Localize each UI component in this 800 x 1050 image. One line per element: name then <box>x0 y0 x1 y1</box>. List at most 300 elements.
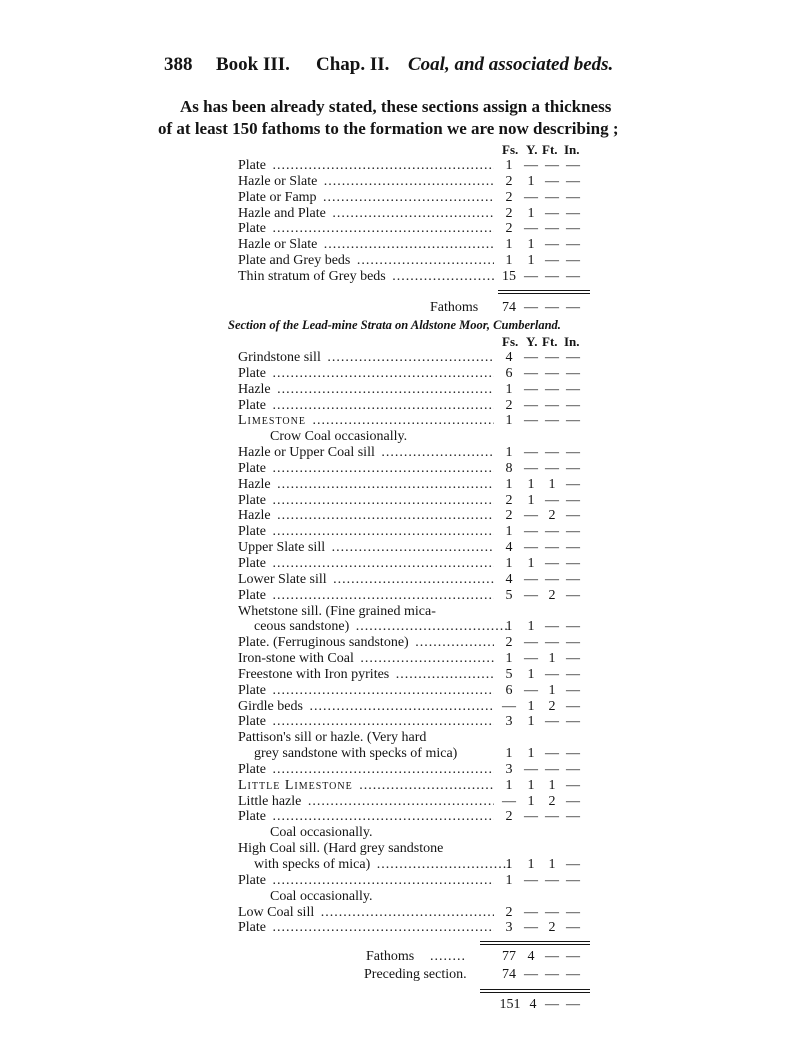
cell-fs: 1 <box>505 253 513 269</box>
cell-in: — <box>566 920 580 936</box>
grand-total-fs: 151 <box>499 997 521 1013</box>
stratum-row <box>238 841 600 857</box>
grand-total-y: 4 <box>529 997 537 1013</box>
stratum-label <box>238 572 494 588</box>
col-fs: Fs. <box>502 142 519 157</box>
section-title: Section of the Lead-mine Strata on Aldstone Moor, Cumberland. <box>228 318 561 332</box>
cell-y: 1 <box>527 253 535 269</box>
cell-in: — <box>566 268 580 284</box>
note-row <box>238 825 600 841</box>
stratum-label <box>238 382 494 398</box>
stratum-row <box>238 809 600 825</box>
cell-ft: — <box>545 714 559 730</box>
cell-ft: 2 <box>548 793 556 809</box>
stratum-label <box>238 635 494 651</box>
stratum-label <box>238 588 494 604</box>
cell-ft: — <box>545 904 559 920</box>
cell-fs: 1 <box>505 476 513 492</box>
cell-ft: — <box>545 189 559 205</box>
cell-ft: — <box>545 253 559 269</box>
stratum-label <box>238 920 494 936</box>
stratum-row <box>238 794 600 810</box>
stratum-label <box>238 237 494 253</box>
stratum-label <box>238 778 494 794</box>
stratum-name: Lower Slate sill <box>238 571 327 587</box>
cell-in: — <box>566 857 580 872</box>
book-label: Book III. <box>216 54 290 75</box>
stratum-label <box>238 794 494 810</box>
stratum-name: High Coal sill. (Hard grey sandstone <box>238 841 444 857</box>
cell-y: 1 <box>527 793 535 809</box>
cell-in: — <box>566 651 580 667</box>
stratum-name: Plate and Grey beds <box>238 253 351 269</box>
intro-paragraph <box>158 96 678 140</box>
cell-y: 1 <box>527 619 535 635</box>
stratum-label <box>238 524 494 540</box>
cell-fs: 4 <box>505 350 513 365</box>
cell-y: 1 <box>527 237 535 253</box>
cell-fs: 2 <box>505 189 513 205</box>
cell-in: — <box>566 158 580 173</box>
stratum-row <box>238 524 600 540</box>
stratum-row <box>238 221 600 237</box>
cell-ft: — <box>545 872 559 888</box>
stratum-name: Plate <box>238 587 266 603</box>
cell-ft: 1 <box>548 857 556 872</box>
stratum-name: Plate <box>238 920 266 936</box>
cell-in: — <box>566 746 580 762</box>
cell-fs: — <box>502 698 516 714</box>
cell-ft: 2 <box>548 920 556 936</box>
cell-in: — <box>566 221 580 237</box>
cell-fs: 1 <box>505 857 513 872</box>
cell-y: — <box>524 904 538 920</box>
total-in: — <box>566 299 580 315</box>
stratum-name: Coal occasionally. <box>270 888 373 904</box>
stratum-name: Hazle or Slate <box>238 237 318 253</box>
col-y: Y. <box>526 142 538 157</box>
cell-fs: 2 <box>505 508 513 524</box>
total-rule <box>498 290 590 291</box>
stratum-row <box>238 398 600 414</box>
cell-in: — <box>566 365 580 381</box>
preceding-y: — <box>524 967 538 983</box>
cell-in: — <box>566 189 580 205</box>
cell-in: — <box>566 793 580 809</box>
cell-fs: 5 <box>505 587 513 603</box>
cell-ft: — <box>545 205 559 221</box>
cell-ft: — <box>545 413 559 429</box>
cell-in: — <box>566 413 580 429</box>
cell-y: — <box>524 587 538 603</box>
cell-in: — <box>566 872 580 888</box>
cell-in: — <box>566 476 580 492</box>
intro-line-2: of at least 150 fathoms to the formation we are now describing ; <box>158 119 619 138</box>
cell-fs: 1 <box>505 413 513 429</box>
cell-y: — <box>524 350 538 365</box>
chapter-label: Chap. II. <box>316 54 390 75</box>
column-headers <box>238 142 600 158</box>
cell-y: 1 <box>527 698 535 714</box>
stratum-name: Plate <box>238 158 266 173</box>
stratum-label <box>254 857 510 873</box>
total-label: Fathoms <box>430 299 479 315</box>
cell-in: — <box>566 492 580 508</box>
stratum-name: Crow Coal occasionally. <box>270 429 408 445</box>
stratum-name: Plate. (Ferruginous sandstone) <box>238 635 409 651</box>
stratum-row <box>238 190 600 206</box>
stratum-label <box>238 699 494 715</box>
cell-fs: 8 <box>505 460 513 476</box>
total-rule-area <box>238 936 600 948</box>
cell-ft: — <box>545 619 559 635</box>
stratum-row <box>238 445 600 461</box>
stratum-row <box>238 508 600 524</box>
stratum-label <box>270 825 526 841</box>
grand-total-rule <box>480 989 590 990</box>
cell-y: 1 <box>527 777 535 793</box>
stratum-row <box>238 905 600 921</box>
cell-in: — <box>566 445 580 461</box>
cell-in: — <box>566 698 580 714</box>
cell-in: — <box>566 777 580 793</box>
cell-in: — <box>566 809 580 825</box>
stratum-name: Plate <box>238 682 266 698</box>
stratum-name: Coal occasionally. <box>270 825 373 841</box>
cell-y: 1 <box>527 857 535 872</box>
cell-y: — <box>524 268 538 284</box>
col-in: In. <box>564 142 580 157</box>
total-in: — <box>566 949 580 965</box>
stratum-label <box>238 762 494 778</box>
cell-ft: 2 <box>548 508 556 524</box>
cell-in: — <box>566 555 580 571</box>
stratum-name: Plate <box>238 221 266 237</box>
stratum-name: Upper Slate sill <box>238 540 326 556</box>
note-row <box>238 889 600 905</box>
stratum-row <box>238 714 600 730</box>
stratum-name: Plate or Famp <box>238 189 317 205</box>
cell-in: — <box>566 205 580 221</box>
cell-fs: 1 <box>505 381 513 397</box>
cell-in: — <box>566 381 580 397</box>
running-header <box>164 54 644 76</box>
cell-y: — <box>524 540 538 556</box>
stratum-row <box>238 158 600 174</box>
cell-ft: — <box>545 173 559 189</box>
preceding-ft: — <box>545 967 559 983</box>
cell-y: — <box>524 872 538 888</box>
col-fs: Fs. <box>502 334 519 349</box>
stratum-row <box>238 206 600 222</box>
cell-ft: — <box>545 381 559 397</box>
total-label: Fathoms <box>366 949 415 965</box>
table-2-total-row <box>238 948 600 966</box>
cell-fs: 4 <box>505 540 513 556</box>
cell-ft: — <box>545 221 559 237</box>
stratum-row <box>238 699 600 715</box>
stratum-label <box>238 366 494 382</box>
stratum-row <box>238 253 600 269</box>
cell-in: — <box>566 571 580 587</box>
cell-fs: 6 <box>505 682 513 698</box>
stratum-row <box>238 572 600 588</box>
cell-ft: — <box>545 809 559 825</box>
cell-in: — <box>566 540 580 556</box>
cell-in: — <box>566 619 580 635</box>
stratum-name: Grindstone sill <box>238 350 321 365</box>
cell-fs: 2 <box>505 809 513 825</box>
stratum-label <box>238 445 494 461</box>
cell-fs: 1 <box>505 445 513 461</box>
cell-ft: — <box>545 158 559 173</box>
stratum-label <box>238 683 494 699</box>
cell-fs: 2 <box>505 173 513 189</box>
cell-ft: — <box>545 524 559 540</box>
stratum-row <box>238 237 600 253</box>
cell-in: — <box>566 508 580 524</box>
cell-ft: 1 <box>548 476 556 492</box>
stratum-name: Limestone <box>238 413 306 429</box>
stratum-label <box>238 221 494 237</box>
stratum-name: Girdle beds <box>238 698 303 714</box>
cell-in: — <box>566 460 580 476</box>
cell-y: — <box>524 381 538 397</box>
cell-in: — <box>566 397 580 413</box>
total-rule <box>480 941 590 942</box>
cell-fs: 2 <box>505 635 513 651</box>
stratum-label <box>238 714 494 730</box>
stratum-row <box>238 604 600 620</box>
cell-in: — <box>566 761 580 777</box>
cell-y: — <box>524 920 538 936</box>
cell-fs: 3 <box>505 761 513 777</box>
cell-ft: — <box>545 746 559 762</box>
cell-fs: 1 <box>505 524 513 540</box>
strata-table-1 <box>238 142 600 317</box>
cell-fs: 15 <box>502 268 516 284</box>
cell-y: — <box>524 761 538 777</box>
cell-in: — <box>566 714 580 730</box>
cell-fs: 2 <box>505 904 513 920</box>
stratum-label <box>238 253 494 269</box>
stratum-row <box>238 382 600 398</box>
stratum-name: Hazle or Slate <box>238 173 318 189</box>
cell-y: — <box>524 445 538 461</box>
stratum-row <box>238 651 600 667</box>
stratum-name: Hazle <box>238 476 271 492</box>
cell-ft: — <box>545 555 559 571</box>
stratum-name: Whetstone sill. (Fine grained mica- <box>238 603 436 619</box>
cell-ft: — <box>545 460 559 476</box>
stratum-row <box>238 619 600 635</box>
stratum-row <box>238 762 600 778</box>
stratum-name: Thin stratum of Grey beds <box>238 268 386 284</box>
cell-ft: — <box>545 397 559 413</box>
cell-y: 1 <box>527 205 535 221</box>
col-ft: Ft. <box>542 334 558 349</box>
cell-fs: 1 <box>505 777 513 793</box>
stratum-label <box>238 269 494 285</box>
cell-y: 1 <box>527 173 535 189</box>
stratum-label <box>238 413 494 429</box>
cell-y: — <box>524 397 538 413</box>
cell-y: — <box>524 413 538 429</box>
stratum-label <box>238 174 494 190</box>
stratum-label <box>238 604 494 620</box>
cell-fs: 6 <box>505 365 513 381</box>
cell-fs: 4 <box>505 571 513 587</box>
cell-fs: 3 <box>505 714 513 730</box>
cell-in: — <box>566 682 580 698</box>
grand-total-rule-second <box>480 992 590 993</box>
cell-in: — <box>566 173 580 189</box>
stratum-row <box>238 730 600 746</box>
cell-fs: 2 <box>505 205 513 221</box>
stratum-label <box>254 619 510 635</box>
cell-y: 1 <box>527 555 535 571</box>
stratum-label <box>270 889 526 905</box>
cell-ft: — <box>545 350 559 365</box>
cell-y: — <box>524 508 538 524</box>
stratum-label <box>238 508 494 524</box>
total-fs: 74 <box>502 299 516 315</box>
total-rule-area <box>238 285 600 299</box>
cell-fs: 1 <box>505 237 513 253</box>
total-dots: ........ <box>430 949 466 965</box>
preceding-in: — <box>566 967 580 983</box>
stratum-label <box>254 746 510 762</box>
chapter-subject: Coal, and associated beds. <box>408 54 614 75</box>
cell-fs: 3 <box>505 920 513 936</box>
cell-fs: 2 <box>505 492 513 508</box>
cell-y: — <box>524 158 538 173</box>
stratum-name: Plate <box>238 524 266 540</box>
cell-fs: 1 <box>505 158 513 173</box>
stratum-name: Hazle and Plate <box>238 205 326 221</box>
cell-in: — <box>566 350 580 365</box>
cell-in: — <box>566 524 580 540</box>
stratum-name: Plate <box>238 460 266 476</box>
cell-in: — <box>566 587 580 603</box>
cell-ft: 2 <box>548 698 556 714</box>
cell-fs: 1 <box>505 651 513 667</box>
page-number: 388 <box>164 54 193 75</box>
total-ft: — <box>545 299 559 315</box>
stratum-name: Hazle <box>238 381 271 397</box>
stratum-label <box>238 905 494 921</box>
total-fs: 77 <box>502 949 516 965</box>
stratum-row <box>238 269 600 285</box>
strata-table-2 <box>238 334 600 1014</box>
cell-y: 1 <box>527 714 535 730</box>
stratum-row <box>238 588 600 604</box>
intro-line-1: As has been already stated, these sections assign a thickness <box>180 97 612 116</box>
note-row <box>238 429 600 445</box>
stratum-name: Pattison's sill or hazle. (Very hard <box>238 730 427 746</box>
cell-y: — <box>524 189 538 205</box>
cell-y: 1 <box>527 476 535 492</box>
cell-y: — <box>524 635 538 651</box>
preceding-label: Preceding section. <box>364 967 467 983</box>
stratum-row <box>238 350 600 366</box>
cell-fs: 1 <box>505 619 513 635</box>
stratum-row <box>238 746 600 762</box>
stratum-row <box>238 857 600 873</box>
cell-y: — <box>524 460 538 476</box>
stratum-row <box>238 174 600 190</box>
cell-ft: — <box>545 365 559 381</box>
total-rule-second <box>498 293 590 294</box>
stratum-label <box>238 540 494 556</box>
preceding-fs: 74 <box>502 967 516 983</box>
table-1-total-row <box>238 299 600 317</box>
stratum-label <box>238 667 494 683</box>
stratum-label <box>238 461 494 477</box>
grand-total-row <box>238 996 600 1014</box>
stratum-name: Plate <box>238 397 266 413</box>
stratum-label <box>238 556 494 572</box>
col-in: In. <box>564 334 580 349</box>
total-y: — <box>524 299 538 315</box>
cell-y: — <box>524 809 538 825</box>
stratum-row <box>238 366 600 382</box>
cell-y: — <box>524 571 538 587</box>
stratum-label <box>238 206 494 222</box>
cell-fs: 2 <box>505 397 513 413</box>
stratum-label <box>238 809 494 825</box>
stratum-row <box>238 540 600 556</box>
stratum-name: Plate <box>238 714 266 730</box>
cell-ft: — <box>545 635 559 651</box>
stratum-name: Hazle or Upper Coal sill <box>238 445 375 461</box>
preceding-section-row <box>238 966 600 984</box>
cell-fs: 1 <box>505 555 513 571</box>
stratum-name: grey sandstone with specks of mica) <box>254 746 458 762</box>
grand-total-in: — <box>566 997 580 1013</box>
cell-in: — <box>566 635 580 651</box>
cell-ft: — <box>545 492 559 508</box>
stratum-label <box>238 730 494 746</box>
cell-fs: 5 <box>505 666 513 682</box>
stratum-name: Plate <box>238 809 266 825</box>
cell-fs: 2 <box>505 221 513 237</box>
cell-in: — <box>566 904 580 920</box>
stratum-name: Plate <box>238 872 266 888</box>
stratum-label <box>238 841 494 857</box>
stratum-label <box>238 477 494 493</box>
cell-y: 1 <box>527 666 535 682</box>
cell-ft: — <box>545 268 559 284</box>
stratum-row <box>238 683 600 699</box>
stratum-row <box>238 493 600 509</box>
table-1-rows <box>238 158 600 285</box>
stratum-row <box>238 413 600 429</box>
total-rule-second <box>480 944 590 945</box>
stratum-row <box>238 873 600 889</box>
stratum-row <box>238 477 600 493</box>
stratum-row <box>238 920 600 936</box>
cell-ft: 2 <box>548 587 556 603</box>
stratum-label <box>270 429 526 445</box>
grand-total-rule-area <box>238 984 600 996</box>
stratum-row <box>238 556 600 572</box>
cell-ft: 1 <box>548 682 556 698</box>
stratum-label <box>238 493 494 509</box>
total-ft: — <box>545 949 559 965</box>
stratum-name: Iron-stone with Coal <box>238 651 354 667</box>
stratum-name: Plate <box>238 492 266 508</box>
